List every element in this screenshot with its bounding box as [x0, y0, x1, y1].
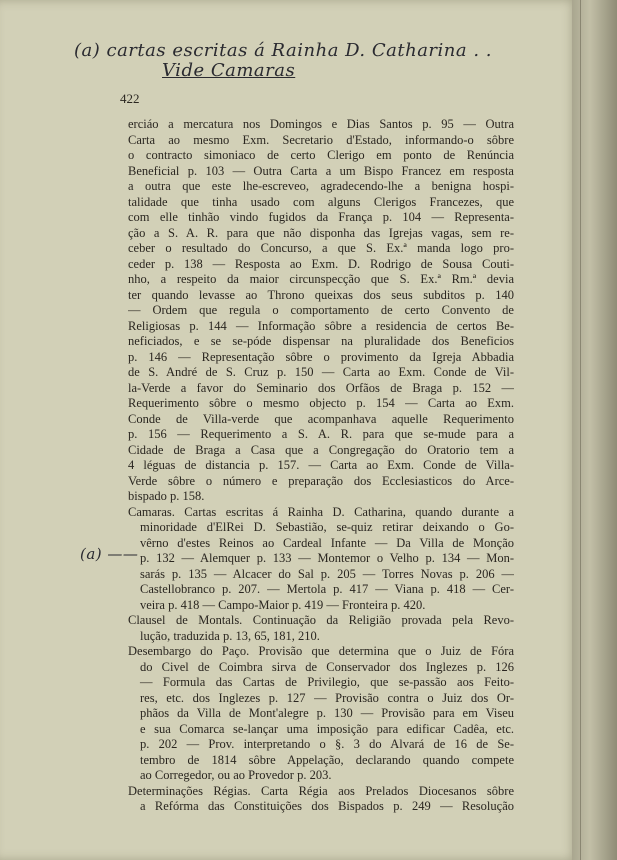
text-line: ao Corregedor, ou ao Provedor p. 203. — [140, 768, 332, 782]
index-entry-heading: Clausel de Montals. Continuação da Religião provada pela Revo- — [128, 613, 514, 627]
text-line: 4 léguas de distancia p. 157. — Carta ao Exm. Conde de Villa- — [128, 458, 514, 472]
index-entry-heading: Desembargo do Paço. Provisão que determina que o Juiz de Fóra — [128, 644, 514, 658]
text-line: nho, a respeito da maior circunspecção que S. Ex.ª Rm.ª devia — [128, 272, 514, 286]
text-line: do Civel de Coimbra sirva de Conservador dos Inglezes p. 126 — [140, 659, 514, 674]
text-line: p. 132 — Alemquer p. 133 — Montemor o Velho p. 134 — Mon- — [140, 551, 514, 565]
text-line: lução, traduzida p. 13, 65, 181, 210. — [140, 628, 320, 643]
text-line: Religiosas p. 144 — Informação sôbre a residencia de certos Be- — [128, 318, 514, 333]
index-text — [128, 117, 514, 815]
handwritten-note: (a) cartas escritas á Rainha D. Catharina . . — [74, 40, 493, 61]
text-line: de S. André de S. Cruz p. 150 — Carta ao Exm. Conde de Vil- — [128, 365, 514, 379]
text-line: vêrno d'estes Reinos ao Cardeal Infante — Da Villa de Monção — [140, 535, 514, 550]
text-line: phãos da Villa de Mont'alegre p. 130 — Provisão para em Viseu — [140, 706, 514, 720]
text-line: a Refórma das Constituições dos Bispados p. 249 — Resolução — [140, 799, 514, 813]
text-line: neficiados, e se se-póde dispensar na pluralidade dos Beneficios — [128, 334, 514, 348]
text-line: ter quando levasse ao Throno queixas dos seus subditos p. 140 — [128, 287, 514, 302]
text-line: Castellobranco p. 207. — Mertola p. 417 — Viana p. 418 — Cer- — [140, 582, 514, 596]
text-line: ceder p. 138 — Resposta ao Exm. D. Rodrigo de Sousa Couti- — [128, 256, 514, 271]
text-line: bispado p. 158. — [128, 489, 205, 503]
text-line: Requerimento sôbre o mesmo objecto p. 154 — Carta ao Exm. — [128, 396, 514, 410]
text-line: ceber o resultado do Concurso, a que S. Ex.ª manda logo pro- — [128, 241, 514, 255]
text-line: erciáo a mercatura nos Domingos e Dias Santos p. 95 — Outra — [128, 117, 514, 131]
page-edge-line — [580, 0, 581, 860]
text-line: Verde sôbre o número e preparação dos Ecclesiasticos do Arce- — [128, 473, 514, 488]
text-line: veira p. 418 — Campo-Maior p. 419 — Fronteira p. 420. — [140, 597, 426, 612]
text-line: talidade que tinha usado com alguns Clerigos Francezes, que — [128, 194, 514, 209]
text-line: p. 202 — Prov. interpretando o §. 3 do Alvará de 16 de Se- — [140, 737, 514, 751]
text-line: la-Verde a favor do Seminario dos Orfãos de Braga p. 152 — — [128, 380, 514, 395]
text-line: — Formula das Cartas de Privilegio, que se-passão aos Feito- — [140, 675, 514, 689]
text-line: p. 156 — Requerimento a S. A. R. para que se-mude para a — [128, 427, 514, 441]
text-line: com elle tinhão vindo fugidos da França p. 104 — Representa- — [128, 210, 514, 224]
text-line: Carta ao mesmo Exm. Secretario d'Estado, informando-o sôbre — [128, 132, 514, 147]
text-line: o contracto simoniaco de certo Clerigo em ponto de Renúncia — [128, 148, 514, 162]
index-entry-heading: Camaras. Cartas escritas á Rainha D. Catharina, quando durante a — [128, 504, 514, 519]
text-line: e sua Comarca se-lançar uma imposição para edificar Cadêa, etc. — [140, 721, 514, 736]
handwritten-note-vide: Vide Camaras — [162, 60, 296, 81]
text-line: Cidade de Braga a Casa que a Congregação do Oratorio tem a — [128, 442, 514, 457]
text-line: Conde de Villa-verde que acompanhava aquelle Requerimento — [128, 411, 514, 426]
adjacent-page-edge — [572, 0, 617, 860]
text-line: sarás p. 135 — Alcacer do Sal p. 205 — Torres Novas p. 206 — — [140, 566, 514, 581]
text-line: res, etc. dos Inglezes p. 127 — Provisão contra o Juiz dos Or- — [140, 690, 514, 705]
text-line: — Ordem que regula o comportamento de certo Convento de — [128, 303, 514, 317]
text-line: minoridade d'ElRei D. Sebastião, se-quiz retirar deixando o Go- — [140, 520, 514, 534]
text-line: a outra que este lhe-escreveo, agradecendo-lhe a benigna hospi- — [128, 179, 514, 193]
text-line: tembro de 1814 sôbre Appelação, declarando quando compete — [140, 752, 514, 767]
handwritten-margin-mark: (a) —— — [80, 545, 139, 563]
page-number: 422 — [120, 91, 140, 106]
text-line: p. 146 — Representação sôbre o provimento da Igreja Abbadia — [128, 349, 514, 364]
index-entry-heading: Determinações Régias. Carta Régia aos Prelados Diocesanos sôbre — [128, 783, 514, 798]
text-line: ção a S. A. R. para que não disponha das Igrejas vagas, sem re- — [128, 225, 514, 240]
text-line: Beneficial p. 103 — Outra Carta a um Bispo Francez em resposta — [128, 163, 514, 178]
